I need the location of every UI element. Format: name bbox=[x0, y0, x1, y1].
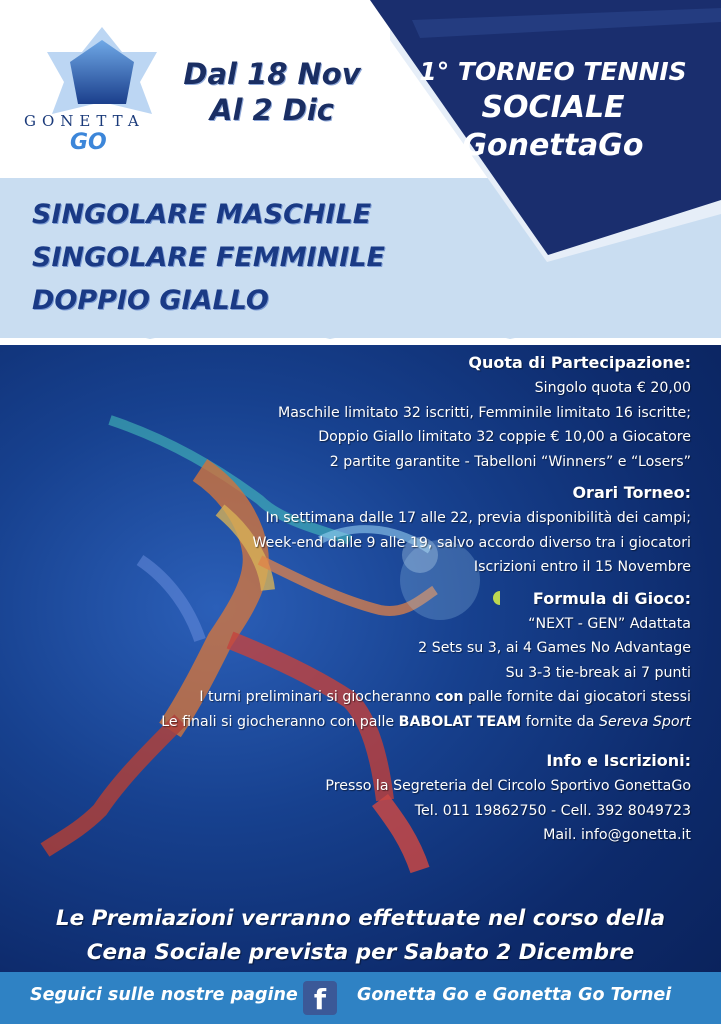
category-item: DOPPIO GIALLO bbox=[32, 285, 269, 316]
finali-sponsor: Sereva Sport bbox=[599, 713, 691, 730]
footer-bar bbox=[0, 972, 721, 1024]
finali-text: Le finali si giocheranno con palle bbox=[161, 713, 399, 730]
dates-line-2: Al 2 Dic bbox=[210, 93, 334, 127]
title-line-1: 1° TORNEO TENNIS bbox=[419, 57, 687, 86]
formula-prelim bbox=[51, 685, 691, 710]
prelim-text: I turni preliminari si giocheranno bbox=[199, 689, 436, 705]
info-line: Presso la Segreteria del Circolo Sportivo GonettaGo bbox=[325, 778, 691, 794]
formula-line: “NEXT - GEN” Adattata bbox=[528, 615, 691, 632]
formula-finali bbox=[51, 710, 691, 735]
tournament-title bbox=[405, 55, 701, 165]
quota-line: 2 partite garantite - Tabelloni “Winners” e “Losers” bbox=[329, 453, 691, 470]
facebook-icon[interactable]: f bbox=[303, 981, 337, 1015]
info-line: Tel. 011 19862750 - Cell. 392 8049723 bbox=[414, 802, 691, 819]
orari-heading: Orari Torneo: bbox=[572, 483, 691, 502]
finali-text: fornite da bbox=[521, 713, 600, 730]
tournament-dates bbox=[172, 56, 372, 128]
quota-line: Maschile limitato 32 iscritti, Femminile limitato 16 iscritte; bbox=[277, 404, 691, 421]
logo-go: GO bbox=[70, 130, 107, 155]
info-line: Mail. info@gonetta.it bbox=[543, 827, 691, 843]
info-heading: Info e Iscrizioni: bbox=[546, 751, 691, 770]
finali-brand: BABOLAT TEAM bbox=[398, 713, 522, 730]
premiazioni bbox=[0, 902, 721, 970]
formula-line: Su 3-3 tie-break ai 7 punti bbox=[505, 664, 691, 681]
title-line-2: SOCIALE bbox=[481, 90, 625, 125]
formula-line: 2 Sets su 3, ai 4 Games No Advantage bbox=[418, 640, 691, 656]
orari-line: Week-end dalle 9 alle 19, salvo accordo diverso tra i giocatori bbox=[252, 534, 691, 551]
formula-heading: Formula di Gioco: bbox=[532, 588, 691, 608]
orari-line: In settimana dalle 17 alle 22, previa disponibilità dei campi; bbox=[265, 510, 691, 526]
category-item: SINGOLARE MASCHILE bbox=[32, 199, 372, 230]
prelim-text: palle fornite dai giocatori stessi bbox=[463, 689, 691, 705]
quota-line: Singolo quota € 20,00 bbox=[534, 380, 691, 396]
footer-follow-text: Seguici sulle nostre pagine bbox=[30, 985, 298, 1005]
category-item: SINGOLARE FEMMINILE bbox=[32, 242, 385, 273]
logo-wordmark: GONETTA bbox=[24, 112, 145, 130]
torn-edge bbox=[0, 318, 721, 348]
quota-line: Doppio Giallo limitato 32 coppie € 10,00 a Giocatore bbox=[318, 429, 691, 445]
orari-line: Iscrizioni entro il 15 Novembre bbox=[473, 559, 691, 575]
dates-line-1: Dal 18 Nov bbox=[183, 57, 361, 91]
premiazioni-line-2: Cena Sociale prevista per Sabato 2 Dicembre bbox=[86, 940, 635, 965]
quota-heading: Quota di Partecipazione: bbox=[468, 353, 691, 372]
prelim-emph: con bbox=[435, 689, 464, 705]
premiazioni-line-1: Le Premiazioni verranno effettuate nel corso della bbox=[55, 906, 666, 931]
categories-list bbox=[32, 193, 385, 322]
title-line-3: GonettaGo bbox=[462, 128, 644, 163]
tournament-info bbox=[51, 350, 691, 848]
footer-pages-text: Gonetta Go e Gonetta Go Tornei bbox=[357, 985, 672, 1005]
